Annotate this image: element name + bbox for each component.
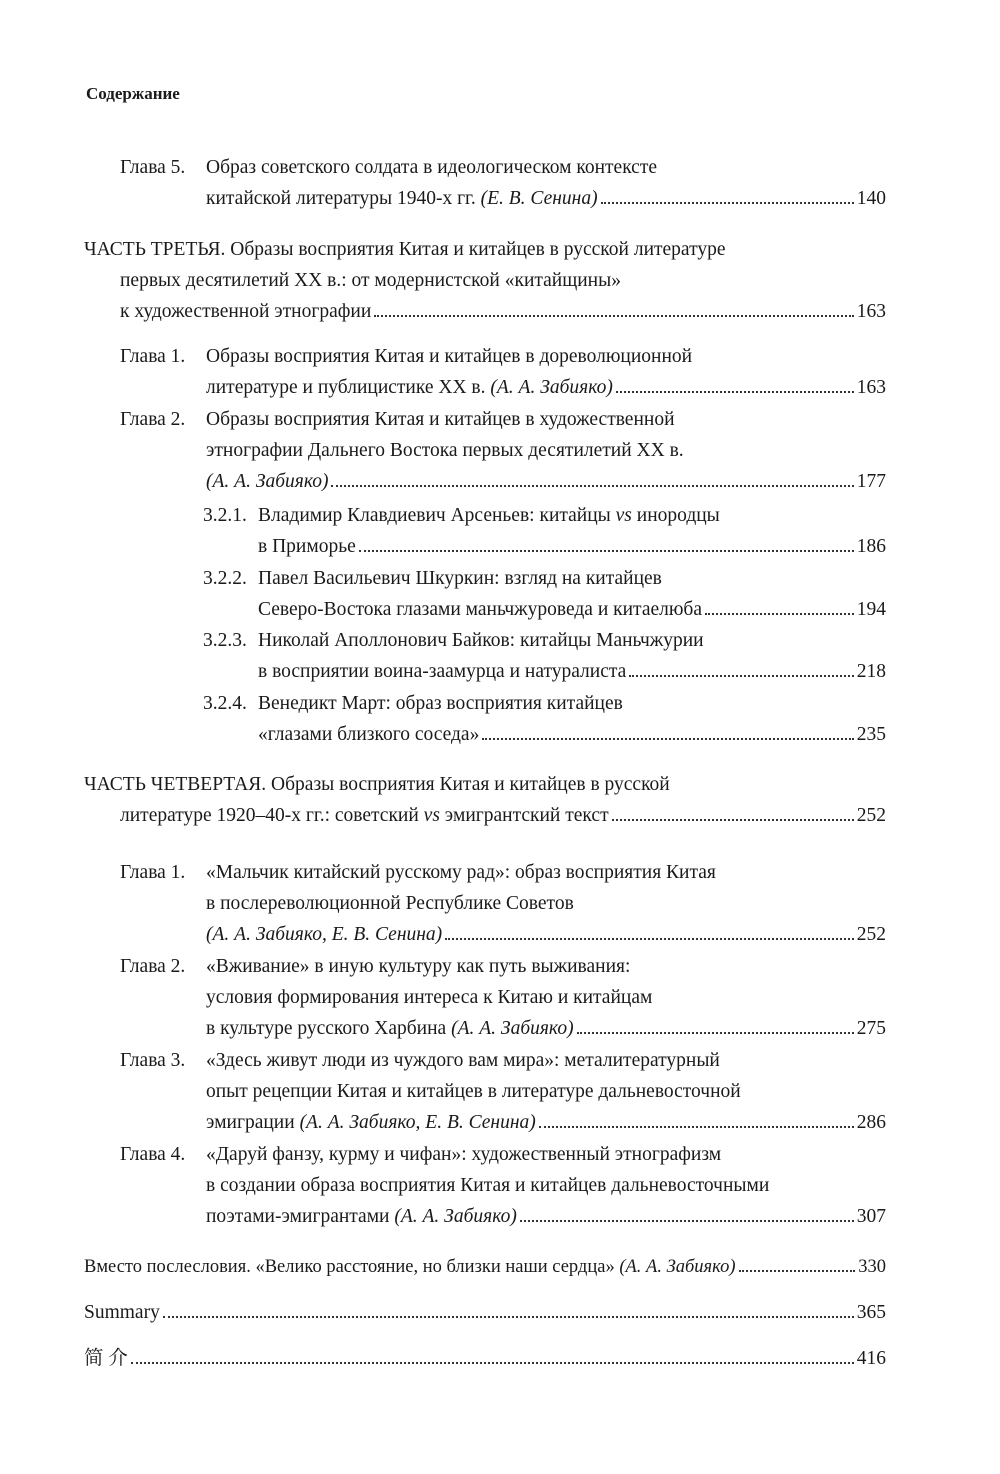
entry-author: (А. А. Забияко) [451,1018,574,1039]
entry-line: Владимир Клавдиевич Арсеньев: китайцы [258,505,616,526]
toc-entry[interactable] [120,951,886,1044]
entry-author: (Е. В. Сенина) [480,188,598,209]
entry-line: Николай Аполлонович Байков: китайцы Маньчжурии [258,630,704,651]
entry-line: «Даруй фанзу, курму и чифан»: художественный этнографизм [206,1144,722,1165]
entry-line: Образы восприятия Китая и китайцев в художественной [206,409,675,430]
toc-part[interactable] [84,234,886,327]
leader-dots [131,1361,854,1364]
entry-author: (А. А. Забияко, Е. В. Сенина) [206,924,443,945]
entry-text: к художественной этнографии [120,301,372,322]
entry-text: Summary [84,1302,160,1323]
leader-dots [577,1031,854,1034]
entry-author: (А. А. Забияко) [394,1206,517,1227]
entry-text: Вместо послесловия. «Велико расстояние, но близки наши сердца» [84,1257,620,1277]
entry-author: (А. А. Забияко) [206,471,329,492]
entry-line: условия формирования интереса к Китаю и китайцам [206,987,653,1008]
toc-part[interactable] [84,769,886,831]
entry-label: Глава 2. [120,956,186,977]
toc-subentry[interactable] [203,563,886,625]
entry-text: китайской литературы 1940-х гг. [206,188,481,209]
toc-entry[interactable] [120,1045,886,1138]
leader-dots [629,674,853,677]
entry-label: Глава 3. [120,1050,186,1071]
page-number: 235 [856,724,886,745]
entry-text: литературе и публицистике XX в. [206,377,491,398]
page-number: 286 [856,1112,886,1133]
toc-entry[interactable] [120,152,886,214]
entry-vs: vs [615,505,632,526]
entry-label: Глава 2. [120,409,186,430]
entry-line: «Вживание» в иную культуру как путь выживания: [206,956,631,977]
entry-line: Венедикт Март: образ восприятия китайцев [258,693,623,714]
leader-dots [520,1219,854,1222]
entry-line: в послереволюционной Республике Советов [206,893,574,914]
entry-label: Глава 4. [120,1144,186,1165]
entry-line: «Мальчик китайский русскому рад»: образ восприятия Китая [206,862,716,883]
entry-line-end: инородцы [631,505,720,526]
entry-vs: vs [423,805,440,826]
leader-dots [482,737,853,740]
entry-line: в создании образа восприятия Китая и китайцев дальневосточными [206,1175,770,1196]
leader-dots [616,390,854,393]
leader-dots [445,937,854,940]
page-number: 194 [856,599,886,620]
page-number: 163 [856,301,886,322]
entry-label: 3.2.1. [203,505,247,526]
toc-entry[interactable] [120,341,886,403]
entry-line: первых десятилетий XX в.: от модернистской «китайщины» [120,270,621,291]
entry-label: 3.2.2. [203,568,247,589]
entry-line: Образы восприятия Китая и китайцев в дореволюционной [206,346,693,367]
toc-entry[interactable] [120,857,886,950]
entry-text-end: эмигрантский текст [439,805,609,826]
entry-label: Глава 1. [120,862,186,883]
running-head: Содержание [86,84,180,103]
page-number: 252 [856,924,886,945]
toc-subentry[interactable] [203,500,886,562]
entry-text: в Приморье [258,536,356,557]
entry-author: (А. А. Забияко, Е. В. Сенина) [299,1112,536,1133]
page-number: 163 [856,377,886,398]
page-number: 218 [856,661,886,682]
entry-author: (А. А. Забияко) [490,377,613,398]
entry-text: Северо-Востока глазами маньчжуроведа и китаелюба [258,599,703,620]
entry-line: ЧАСТЬ ТРЕТЬЯ. Образы восприятия Китая и китайцев в русской литературе [84,239,726,260]
leader-dots [705,612,854,615]
leader-dots [374,314,853,317]
entry-label: Глава 1. [120,346,186,367]
leader-dots [539,1125,854,1128]
toc-chinese-summary[interactable] [84,1343,886,1374]
entry-label: Глава 5. [120,157,186,178]
page-number: 186 [856,536,886,557]
leader-dots [359,549,854,552]
toc-entry[interactable] [120,1139,886,1232]
entry-label: 3.2.3. [203,630,247,651]
leader-dots [601,201,854,204]
entry-line: опыт рецепции Китая и китайцев в литературе дальневосточной [206,1081,741,1102]
entry-author: (А. А. Забияко) [619,1257,736,1277]
entry-text: литературе 1920–40-х гг.: советский [120,805,424,826]
entry-line: Образ советского солдата в идеологическом контексте [206,157,658,178]
toc-subentry[interactable] [203,625,886,687]
toc-afterword[interactable] [84,1252,886,1283]
page-number: 365 [856,1302,886,1323]
entry-line: Павел Васильевич Шкуркин: взгляд на китайцев [258,568,662,589]
leader-dots [739,1269,856,1272]
page-number: 252 [856,805,886,826]
entry-line: ЧАСТЬ ЧЕТВЕРТАЯ. Образы восприятия Китая и китайцев в русской [84,774,670,795]
entry-text: поэтами-эмигрантами [206,1206,395,1227]
page-number: 416 [856,1348,886,1369]
entry-label: 3.2.4. [203,693,247,714]
entry-text: 简 介 [84,1348,128,1369]
entry-text: в культуре русского Харбина [206,1018,452,1039]
toc-summary[interactable] [84,1297,886,1328]
toc-subentry[interactable] [203,688,886,750]
entry-text: эмиграции [206,1112,300,1133]
entry-text: «глазами близкого соседа» [258,724,480,745]
entry-line: этнографии Дальнего Востока первых десятилетий XX в. [206,440,684,461]
page-number: 330 [858,1257,886,1277]
entry-line: «Здесь живут люди из чуждого вам мира»: металитературный [206,1050,720,1071]
toc-entry[interactable] [120,404,886,497]
page-number: 177 [856,471,886,492]
entry-text: в восприятии воина-заамурца и натуралиста [258,661,627,682]
page-number: 275 [856,1018,886,1039]
leader-dots [331,484,853,487]
leader-dots [612,818,854,821]
page-number: 140 [856,188,886,209]
leader-dots [163,1315,854,1318]
page-number: 307 [856,1206,886,1227]
